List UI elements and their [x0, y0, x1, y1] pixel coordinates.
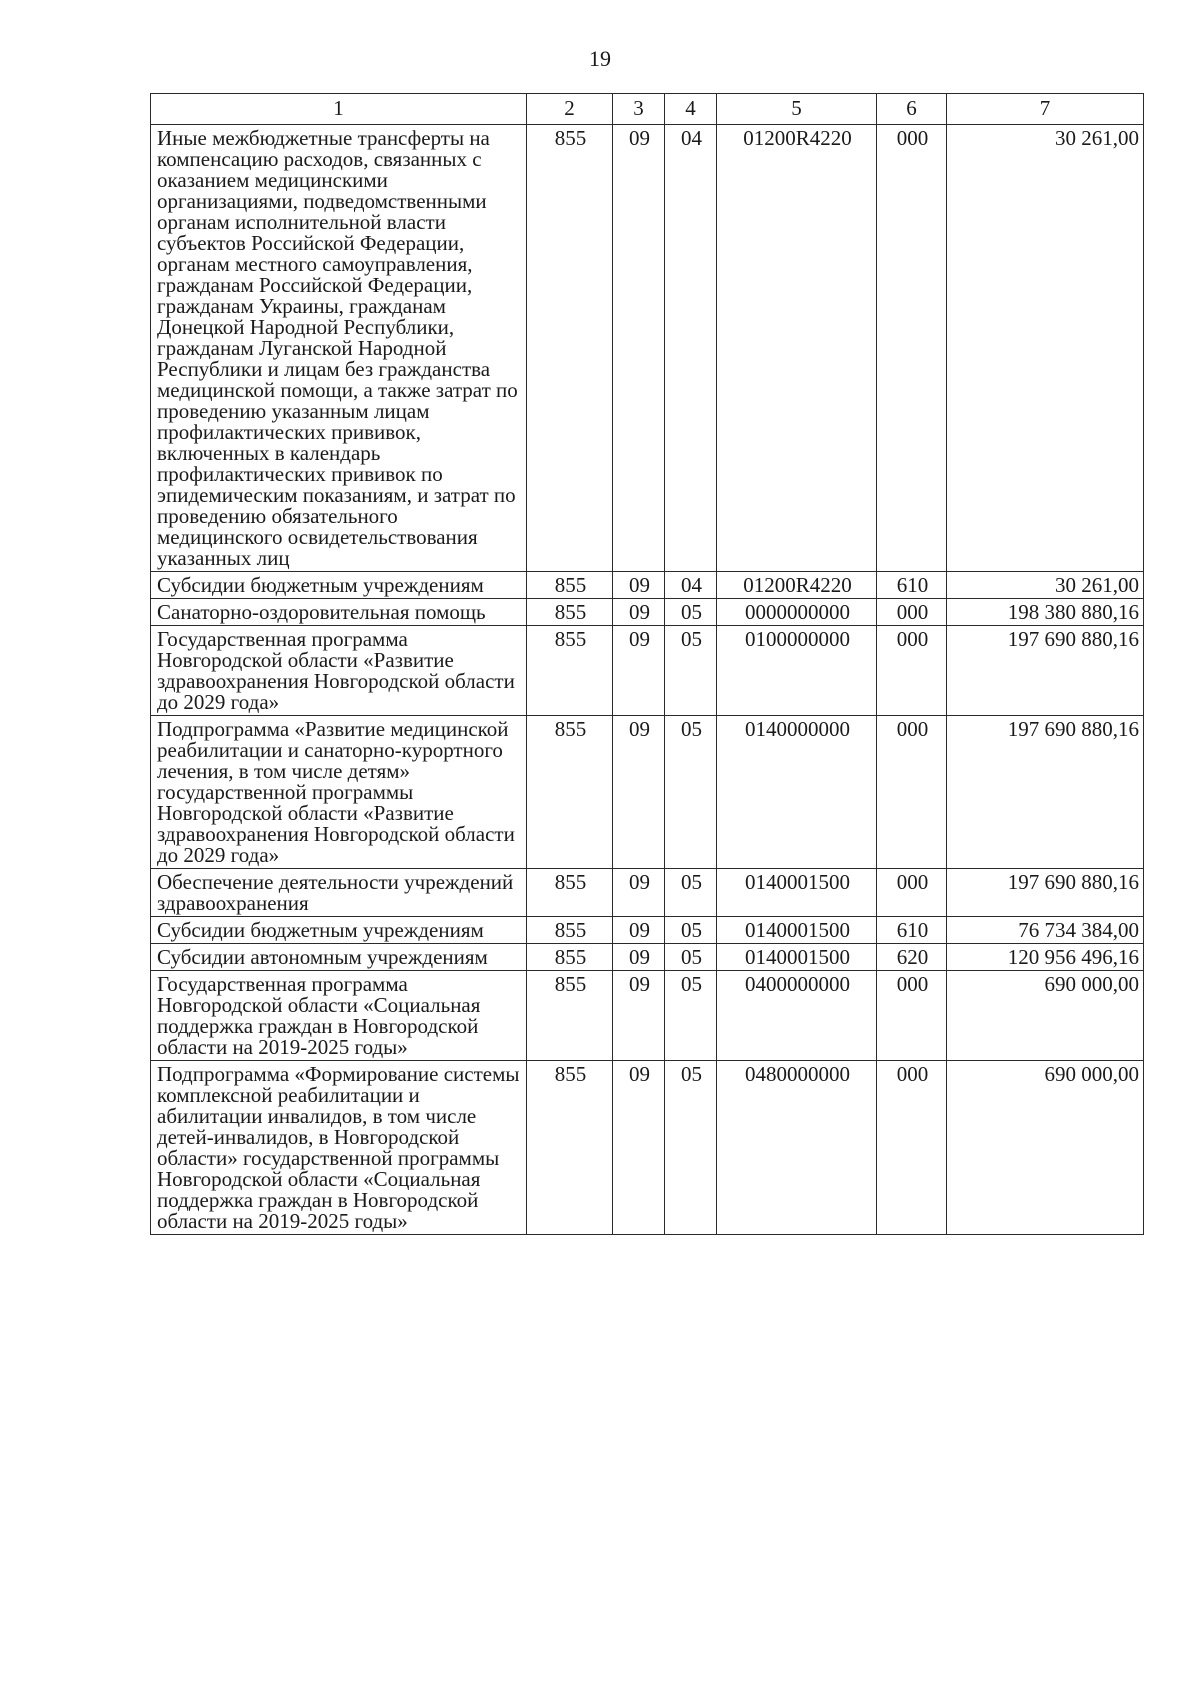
header-col-7: 7 [947, 94, 1144, 125]
expense-type-code: 620 [877, 944, 947, 971]
table-row [151, 599, 1144, 626]
amount: 197 690 880,16 [947, 716, 1144, 869]
subsection-code: 04 [665, 125, 717, 572]
amount: 30 261,00 [947, 572, 1144, 599]
section-code: 09 [613, 944, 665, 971]
subsection-code: 05 [665, 716, 717, 869]
section-code: 09 [613, 599, 665, 626]
section-code: 09 [613, 917, 665, 944]
target-article-code: 0140001500 [717, 869, 877, 917]
table-body [151, 125, 1144, 1235]
table-row [151, 971, 1144, 1061]
ministry-code: 855 [527, 125, 613, 572]
table-row [151, 944, 1144, 971]
page-number: 19 [589, 46, 611, 71]
header-col-2: 2 [527, 94, 613, 125]
row-name: Обеспечение деятельности учреждений здравоохранения [151, 869, 527, 917]
target-article-code: 0000000000 [717, 599, 877, 626]
table-row [151, 1061, 1144, 1235]
ministry-code: 855 [527, 572, 613, 599]
row-name: Подпрограмма «Развитие медицинской реабилитации и санаторно-курортного лечения, в том числе детям» государственной программы Новгородской области «Развитие здравоохранения Новгородской области до 2029 года» [151, 716, 527, 869]
amount: 690 000,00 [947, 971, 1144, 1061]
row-name: Субсидии бюджетным учреждениям [151, 572, 527, 599]
row-name: Иные межбюджетные трансферты на компенсацию расходов, связанных с оказанием медицинскими организациями, подведомственными органам исполнительной власти субъектов Российской Федерации, органам местного самоуправления, гражданам Российской Федерации, гражданам Украины, гражданам Донецкой Народной Республики, гражданам Луганской Народной Республики и лицам без гражданства медицинской помощи, а также затрат по проведению указанным лицам профилактических прививок, включенных в календарь профилактических прививок по эпидемическим показаниям, и затрат по проведению обязательного медицинского освидетельствования указанных лиц [151, 125, 527, 572]
subsection-code: 05 [665, 944, 717, 971]
subsection-code: 05 [665, 971, 717, 1061]
section-code: 09 [613, 869, 665, 917]
amount: 197 690 880,16 [947, 869, 1144, 917]
ministry-code: 855 [527, 944, 613, 971]
target-article-code: 0140000000 [717, 716, 877, 869]
table-row [151, 626, 1144, 716]
target-article-code: 0480000000 [717, 1061, 877, 1235]
header-col-6: 6 [877, 94, 947, 125]
section-code: 09 [613, 125, 665, 572]
expense-type-code: 000 [877, 599, 947, 626]
expense-type-code: 000 [877, 971, 947, 1061]
subsection-code: 05 [665, 1061, 717, 1235]
table-row [151, 869, 1144, 917]
header-col-5: 5 [717, 94, 877, 125]
ministry-code: 855 [527, 626, 613, 716]
expense-type-code: 000 [877, 869, 947, 917]
row-name: Государственная программа Новгородской области «Социальная поддержка граждан в Новгородской области на 2019-2025 годы» [151, 971, 527, 1061]
amount: 76 734 384,00 [947, 917, 1144, 944]
expense-type-code: 610 [877, 917, 947, 944]
expense-type-code: 000 [877, 1061, 947, 1235]
subsection-code: 05 [665, 917, 717, 944]
ministry-code: 855 [527, 1061, 613, 1235]
ministry-code: 855 [527, 971, 613, 1061]
expense-type-code: 000 [877, 716, 947, 869]
row-name: Санаторно-оздоровительная помощь [151, 599, 527, 626]
budget-table [150, 93, 1144, 1235]
row-name: Субсидии бюджетным учреждениям [151, 917, 527, 944]
header-row [151, 94, 1144, 125]
ministry-code: 855 [527, 716, 613, 869]
ministry-code: 855 [527, 917, 613, 944]
section-code: 09 [613, 1061, 665, 1235]
amount: 30 261,00 [947, 125, 1144, 572]
target-article-code: 0100000000 [717, 626, 877, 716]
section-code: 09 [613, 572, 665, 599]
subsection-code: 05 [665, 599, 717, 626]
table-row [151, 716, 1144, 869]
row-name: Субсидии автономным учреждениям [151, 944, 527, 971]
subsection-code: 05 [665, 626, 717, 716]
section-code: 09 [613, 626, 665, 716]
ministry-code: 855 [527, 869, 613, 917]
header-col-4: 4 [665, 94, 717, 125]
table-row [151, 917, 1144, 944]
amount: 120 956 496,16 [947, 944, 1144, 971]
target-article-code: 01200R4220 [717, 572, 877, 599]
target-article-code: 01200R4220 [717, 125, 877, 572]
target-article-code: 0140001500 [717, 917, 877, 944]
header-col-1: 1 [151, 94, 527, 125]
amount: 690 000,00 [947, 1061, 1144, 1235]
expense-type-code: 000 [877, 626, 947, 716]
row-name: Подпрограмма «Формирование системы комплексной реабилитации и абилитации инвалидов, в том числе детей-инвалидов, в Новгородской области» государственной программы Новгородской области «Социальная поддержка граждан в Новгородской области на 2019-2025 годы» [151, 1061, 527, 1235]
target-article-code: 0140001500 [717, 944, 877, 971]
ministry-code: 855 [527, 599, 613, 626]
amount: 197 690 880,16 [947, 626, 1144, 716]
section-code: 09 [613, 971, 665, 1061]
target-article-code: 0400000000 [717, 971, 877, 1061]
subsection-code: 04 [665, 572, 717, 599]
table-header [151, 94, 1144, 125]
header-col-3: 3 [613, 94, 665, 125]
expense-type-code: 000 [877, 125, 947, 572]
subsection-code: 05 [665, 869, 717, 917]
section-code: 09 [613, 716, 665, 869]
amount: 198 380 880,16 [947, 599, 1144, 626]
table-row [151, 125, 1144, 572]
row-name: Государственная программа Новгородской области «Развитие здравоохранения Новгородской области до 2029 года» [151, 626, 527, 716]
table-row [151, 572, 1144, 599]
expense-type-code: 610 [877, 572, 947, 599]
